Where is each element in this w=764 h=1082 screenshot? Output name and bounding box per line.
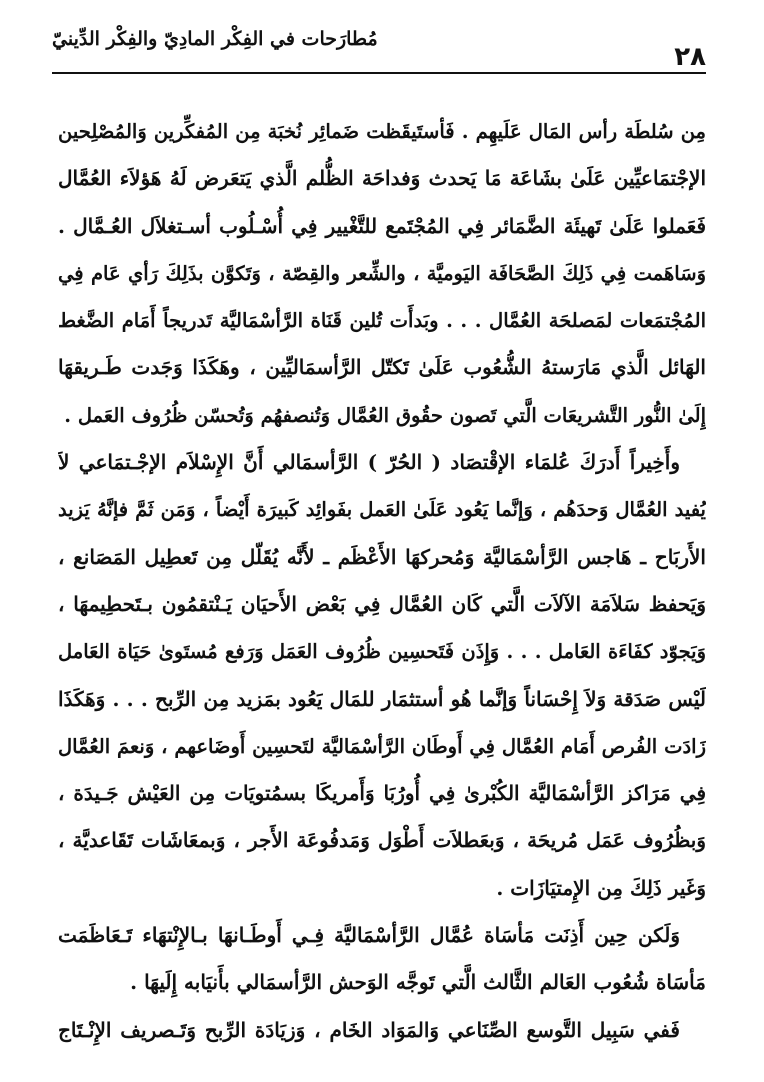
text-line: وَسَاهَمت فِي ذَلِكَ الصَّحَافَة اليَوميَّة ، والشِّعر والقِصّة ، وَتَكوَّن بذَلِكَ رَأي عَام فِي	[58, 261, 706, 285]
running-title: مُطارَحات في الفِكْر المادِيّ والفِكْر الدِّينيّ	[52, 28, 378, 50]
page-number: ٢٨	[674, 42, 706, 72]
text-line: يُفيد العُمَّال وَحدَهُم ، وَإنَّما يَعُود عَلَىٰ العَمل بفَوائِد كَبيرَة أَيْضاً ، وَمَن ثَمَّ فإنَّهُ يَزيد	[58, 498, 706, 522]
text-line: الإجْتمَاعيِّين عَلَىٰ بشَاعَة مَا يَحدث وَفداحَة الظُّلم الَّذي يَتعَرض لَهُ هَؤلاَء العُمَّال	[58, 166, 706, 191]
page-header	[52, 20, 706, 76]
body-text	[58, 108, 706, 1054]
header-divider	[52, 72, 706, 74]
text-line: مَأسَاة شُعُوب العَالم الثَّالث الَّتي تَوجَّه الوَحش الرَّأسمَالي بأَنيَابه إِلَيهَا .	[130, 970, 706, 995]
text-line: وَيَجوّد كفَاءَة العَامل . . . وَإِذَن فَتَحسِين ظُرُوف العَمَل وَرَفع مُستَوىٰ حَيَاة العَامل	[58, 640, 706, 664]
text-line: فِي مَرَاكز الرَّأسْمَاليَّة الكُبْرىٰ فِي أُورُبَا وَأَمريكَا بسمُتويَات مِن العَيْش جَـيدَة ،	[58, 781, 706, 806]
text-line: فَعَملوا عَلَىٰ تَهيئَة الضَّمَائر فِي المُجْتَمع للتَّغْيير فِي أُسْـلُوب أسـتغلاَل العُـمَّال .	[58, 213, 706, 238]
text-line: مِن سُلطَة رأس المَال عَلَيهِم . فَأستَيقَظت ضَمائِر نُخبَة مِن المُفكِّرين وَالمُصْلِحين	[58, 120, 706, 143]
text-line: وَيَحفظ سَلاَمَة الآلاَت الَّتي كَان العُمَّال فِي بَعْض الأَحيَان يَـنْتقمُون بـتَحطِيمهَا ،	[58, 591, 706, 616]
text-line: زَادَت الفُرص أَمَام العُمَّال فِي أَوطَان الرَّأسْمَاليَّة لتَحسِين أَوضَاعهم ، وَنعمَ العُمَّال	[58, 734, 706, 758]
text-line: وَغَير ذَلِكَ مِن الإِمتيَازَات .	[496, 875, 706, 900]
text-line: فَفي سَبِيل التَّوسع الصِّنَاعي وَالمَوَاد الخَام ، وَزيَادَة الرِّبح وَتَـصريف الإِنْـتَاج	[58, 1017, 680, 1042]
text-line: الهَائل الَّذي مَارَستهُ الشُّعُوب عَلَىٰ تَكتّل الرَّأسمَاليِّين ، وهَكَذَا وَجَدت طَـريقهَا	[58, 355, 706, 380]
text-line: وَبظُرُوف عَمَل مُريحَة ، وَبعَطلاَت أَطْوَل وَمَدفُوعَة الأَجر ، وَبمعَاشَات تَقَاعديَّة ،	[58, 828, 706, 853]
text-line: وأَخِيراً أَدرَكَ عُلمَاء الإقْتصَاد ( الحُرّ ) الرَّأسمَالي أَنَّ الإِسْلاَم الإجْـتمَاعي لاَ	[58, 450, 680, 475]
text-line: إِلَىٰ النُّور التَّشريعَات الَّتي تَصون حقُوق العُمَّال وَتُنصفهُم وَتُحسّن ظُرُوف العَمل .	[64, 403, 706, 427]
text-line: وَلَكن حِين أَذِنَت مَأسَاة عُمَّال الرَّأسْمَاليَّة فِـي أَوطَـانهَا بـالإِنْتهَاء تَـعَاظَمَت	[58, 923, 680, 948]
text-line: الأَربَاح ـ هَاجس الرَّأسْمَاليَّة وَمُحركهَا الأَعْظَم ـ لأَنَّه يُقَلّل مِن تَعطِيل المَصَانع ،	[58, 544, 706, 569]
text-line: المُجْتمَعات لمَصلحَة العُمَّال . . . وبَدأَت تُلين قَنَاة الرَّأسْمَاليَّة تَدريجاً أَمَام الضَّغط	[58, 309, 706, 333]
text-line: لَيْس صَدَقة وَلاَ إِحْسَاناً وَإنَّما هُو أستثمَار للمَال يَعُود بمَزيد مِن الرِّبح . . . وَهَكَذَا	[58, 686, 706, 711]
